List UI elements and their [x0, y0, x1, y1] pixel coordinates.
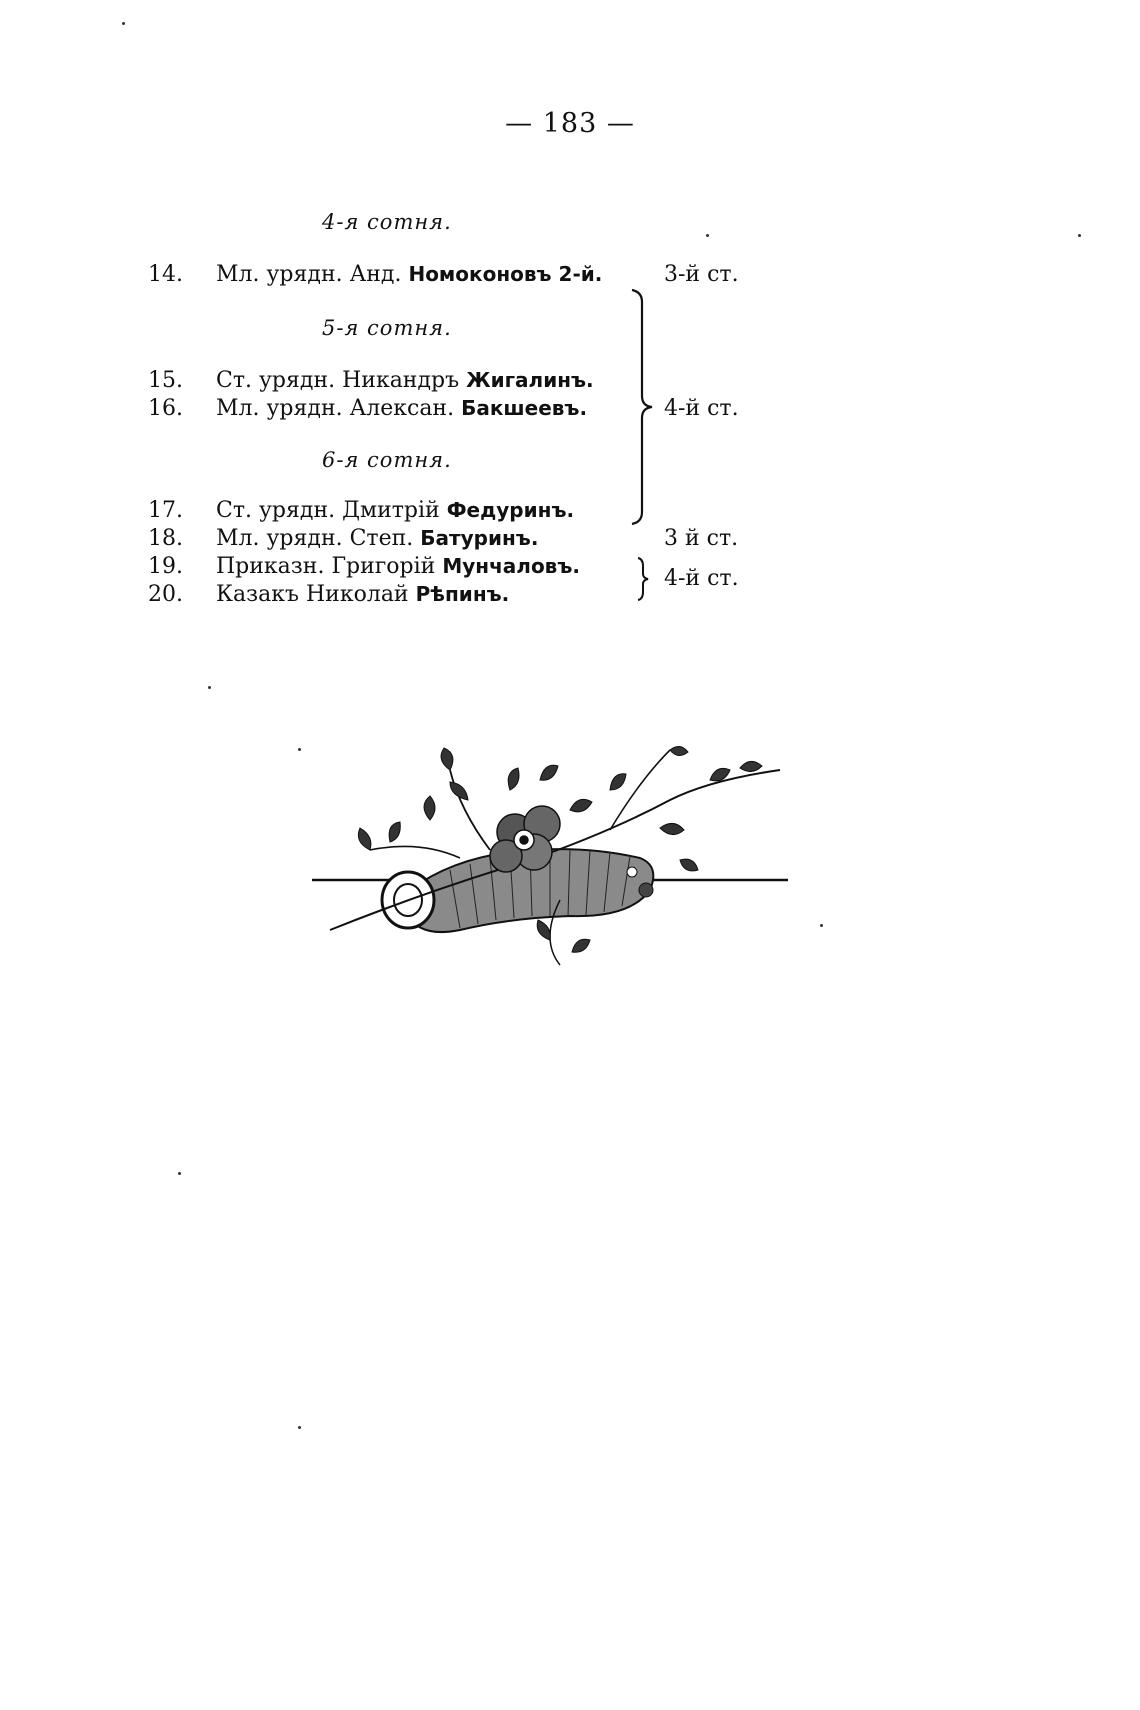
- stage-label: 4-й ст.: [664, 566, 739, 591]
- stage-label: 3 й ст.: [664, 526, 739, 551]
- entry-number: 14.: [148, 262, 183, 287]
- entry-surname: Номоконовъ 2-й.: [408, 262, 603, 286]
- page-number: — 183 —: [505, 108, 635, 139]
- scan-speck: [1078, 234, 1081, 237]
- stage-label: 4-й ст.: [664, 396, 739, 421]
- entry-rank-name: Ст. урядн. Никандръ: [216, 368, 460, 393]
- entry-text: [216, 368, 594, 393]
- floral-scroll-vignette: [310, 740, 790, 970]
- entry-surname: Мунчаловъ.: [442, 554, 580, 578]
- entry-number: 19.: [148, 554, 183, 579]
- entry-number: 15.: [148, 368, 183, 393]
- entry-text: [216, 526, 538, 551]
- entry-rank-name: Мл. урядн. Анд.: [216, 262, 402, 287]
- entry-surname: Рѣпинъ.: [415, 582, 510, 606]
- scan-speck: [208, 686, 211, 689]
- scan-speck: [122, 22, 125, 25]
- entry-rank-name: Казакъ Николай: [216, 582, 409, 607]
- entry-rank-name: Приказн. Григорій: [216, 554, 436, 579]
- entry-number: 20.: [148, 582, 183, 607]
- right-brace-small: [636, 556, 650, 602]
- entry-text: [216, 554, 580, 579]
- entry-surname: Бакшеевъ.: [461, 396, 588, 420]
- entry-rank-name: Мл. урядн. Алексан.: [216, 396, 455, 421]
- section-heading-4: 4-я сотня.: [322, 210, 452, 234]
- scan-speck: [298, 1426, 301, 1429]
- right-brace-large: [630, 288, 654, 526]
- entry-number: 18.: [148, 526, 183, 551]
- section-heading-6: 6-я сотня.: [322, 448, 452, 472]
- entry-number: 17.: [148, 498, 183, 523]
- entry-rank-name: Ст. урядн. Дмитрій: [216, 498, 440, 523]
- entry-text: [216, 396, 587, 421]
- entry-surname: Батуринъ.: [420, 526, 539, 550]
- section-heading-5: 5-я сотня.: [322, 316, 452, 340]
- entry-text: [216, 498, 574, 523]
- scan-speck: [820, 924, 823, 927]
- scan-speck: [706, 234, 709, 237]
- entry-surname: Федуринъ.: [446, 498, 575, 522]
- entry-surname: Жигалинъ.: [466, 368, 594, 392]
- entry-number: 16.: [148, 396, 183, 421]
- stage-label: 3-й ст.: [664, 262, 739, 287]
- scan-speck: [298, 748, 301, 751]
- scan-speck: [178, 1172, 181, 1175]
- entry-text: [216, 262, 602, 287]
- entry-rank-name: Мл. урядн. Степ.: [216, 526, 414, 551]
- entry-text: [216, 582, 509, 607]
